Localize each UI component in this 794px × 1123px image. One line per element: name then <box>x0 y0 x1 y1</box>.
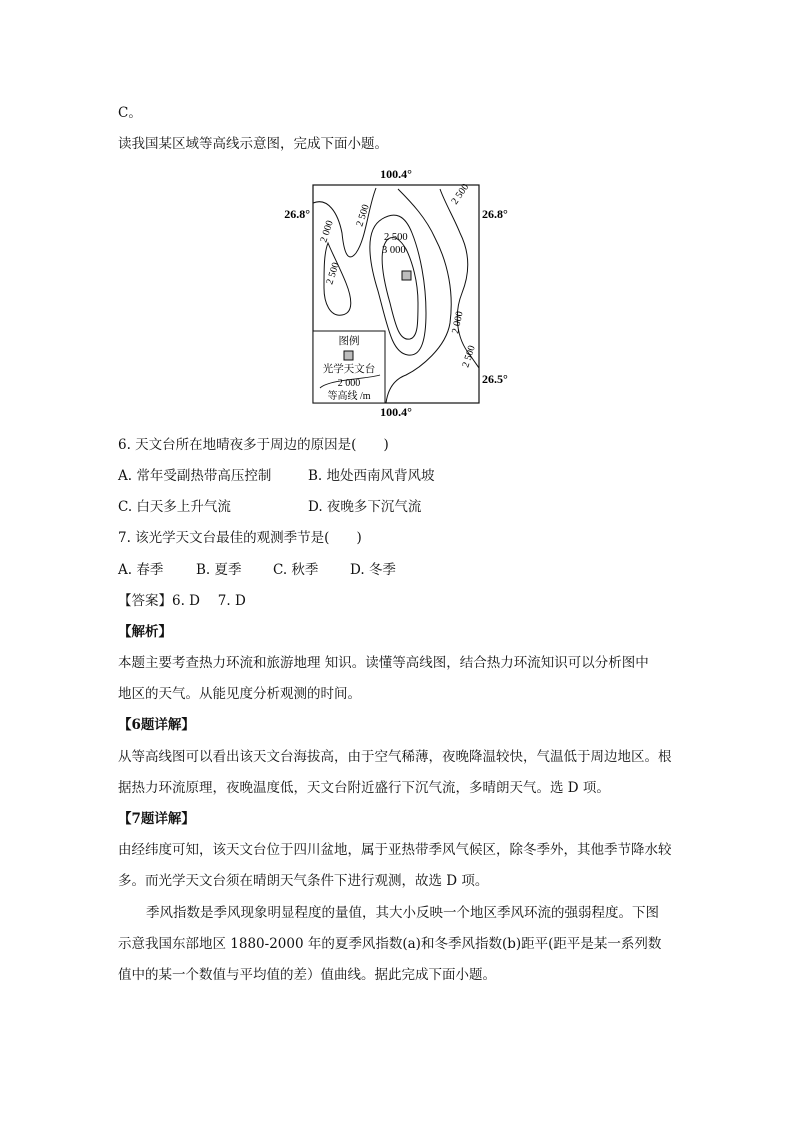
contour-label: 2 000 <box>318 219 336 244</box>
q6-option-d: D. 夜晚多下沉气流 <box>308 499 422 515</box>
legend-observatory-label: 光学天文台 <box>322 364 376 375</box>
contour-label: 2 500 <box>449 181 472 207</box>
next-intro-text: 季风指数是季风现象明显程度的量值，其大小反映一个地区季风环流的强弱程度。下图 <box>146 905 659 921</box>
q7-option-b: B. 夏季 <box>196 562 242 578</box>
question-6: 6. 天文台所在地晴夜多于周边的原因是( ) <box>118 437 389 453</box>
analysis-text: 本题主要考查热力环流和旅游地理 知识。读懂等高线图，结合热力环流知识可以分析图中 <box>118 655 649 671</box>
q6-option-b: B. 地处西南风背风坡 <box>308 468 435 484</box>
answer-line: 【答案】6. D 7. D <box>118 593 246 609</box>
lat-label-right-top: 26.8° <box>482 207 508 221</box>
q7-option-a: A. 春季 <box>118 562 164 578</box>
previous-answer: C。 <box>118 105 142 121</box>
contour-label: 2 500 <box>460 344 478 369</box>
q6-detail-text: 从等高线图可以看出该天文台海拔高，由于空气稀薄，夜晚降温较快，气温低于周边地区。根 <box>118 749 672 765</box>
q7-option-d: D. 冬季 <box>350 562 396 578</box>
q6-detail-text: 据热力环流原理，夜晚温度低，天文台附近盛行下沉气流，多晴朗天气。选 D 项。 <box>118 780 610 796</box>
q6-option-a: A. 常年受副热带高压控制 <box>118 468 272 484</box>
contour-label: 3 000 <box>382 245 406 256</box>
contour-label: 2 500 <box>354 203 372 228</box>
lon-label-top: 100.4° <box>380 167 412 181</box>
q6-option-c: C. 白天多上升气流 <box>118 499 231 515</box>
q7-detail-text: 由经纬度可知，该天文台位于四川盆地，属于亚热带季风气候区，除冬季外，其他季节降水较 <box>118 842 672 858</box>
legend-contour-label: 等高线 /m <box>327 391 371 402</box>
observatory-marker <box>402 271 411 280</box>
q7-detail-heading: 【7题详解】 <box>118 811 195 827</box>
q7-detail-text: 多。而光学天文台须在晴朗天气条件下进行观测，故选 D 项。 <box>118 873 489 889</box>
contour-label: 2 000 <box>450 310 466 335</box>
analysis-text: 地区的天气。从能见度分析观测的时间。 <box>118 686 361 702</box>
analysis-heading: 【解析】 <box>118 624 172 640</box>
contour-line <box>386 189 451 403</box>
legend-title: 图例 <box>338 336 360 347</box>
legend-observatory-icon <box>344 351 353 360</box>
lon-label-bottom: 100.4° <box>380 405 412 419</box>
lat-label-left: 26.8° <box>284 207 310 221</box>
lat-label-right-bottom: 26.5° <box>482 372 508 386</box>
contour-line <box>440 189 479 368</box>
contour-label: 2 500 <box>384 232 408 243</box>
next-intro-text: 示意我国东部地区 1880-2000 年的夏季风指数(a)和冬季风指数(b)距平(距平是某一系列数 <box>118 936 662 952</box>
q6-detail-heading: 【6题详解】 <box>118 717 195 733</box>
next-intro-text: 值中的某一个数值与平均值的差）值曲线。据此完成下面小题。 <box>118 967 496 983</box>
question-intro: 读我国某区域等高线示意图，完成下面小题。 <box>118 136 388 152</box>
question-7: 7. 该光学天文台最佳的观测季节是( ) <box>118 530 362 546</box>
legend-contour-value: 2 000 <box>337 378 361 389</box>
contour-label: 2 500 <box>324 261 342 286</box>
contour-map <box>270 163 530 423</box>
q7-option-c: C. 秋季 <box>273 562 319 578</box>
